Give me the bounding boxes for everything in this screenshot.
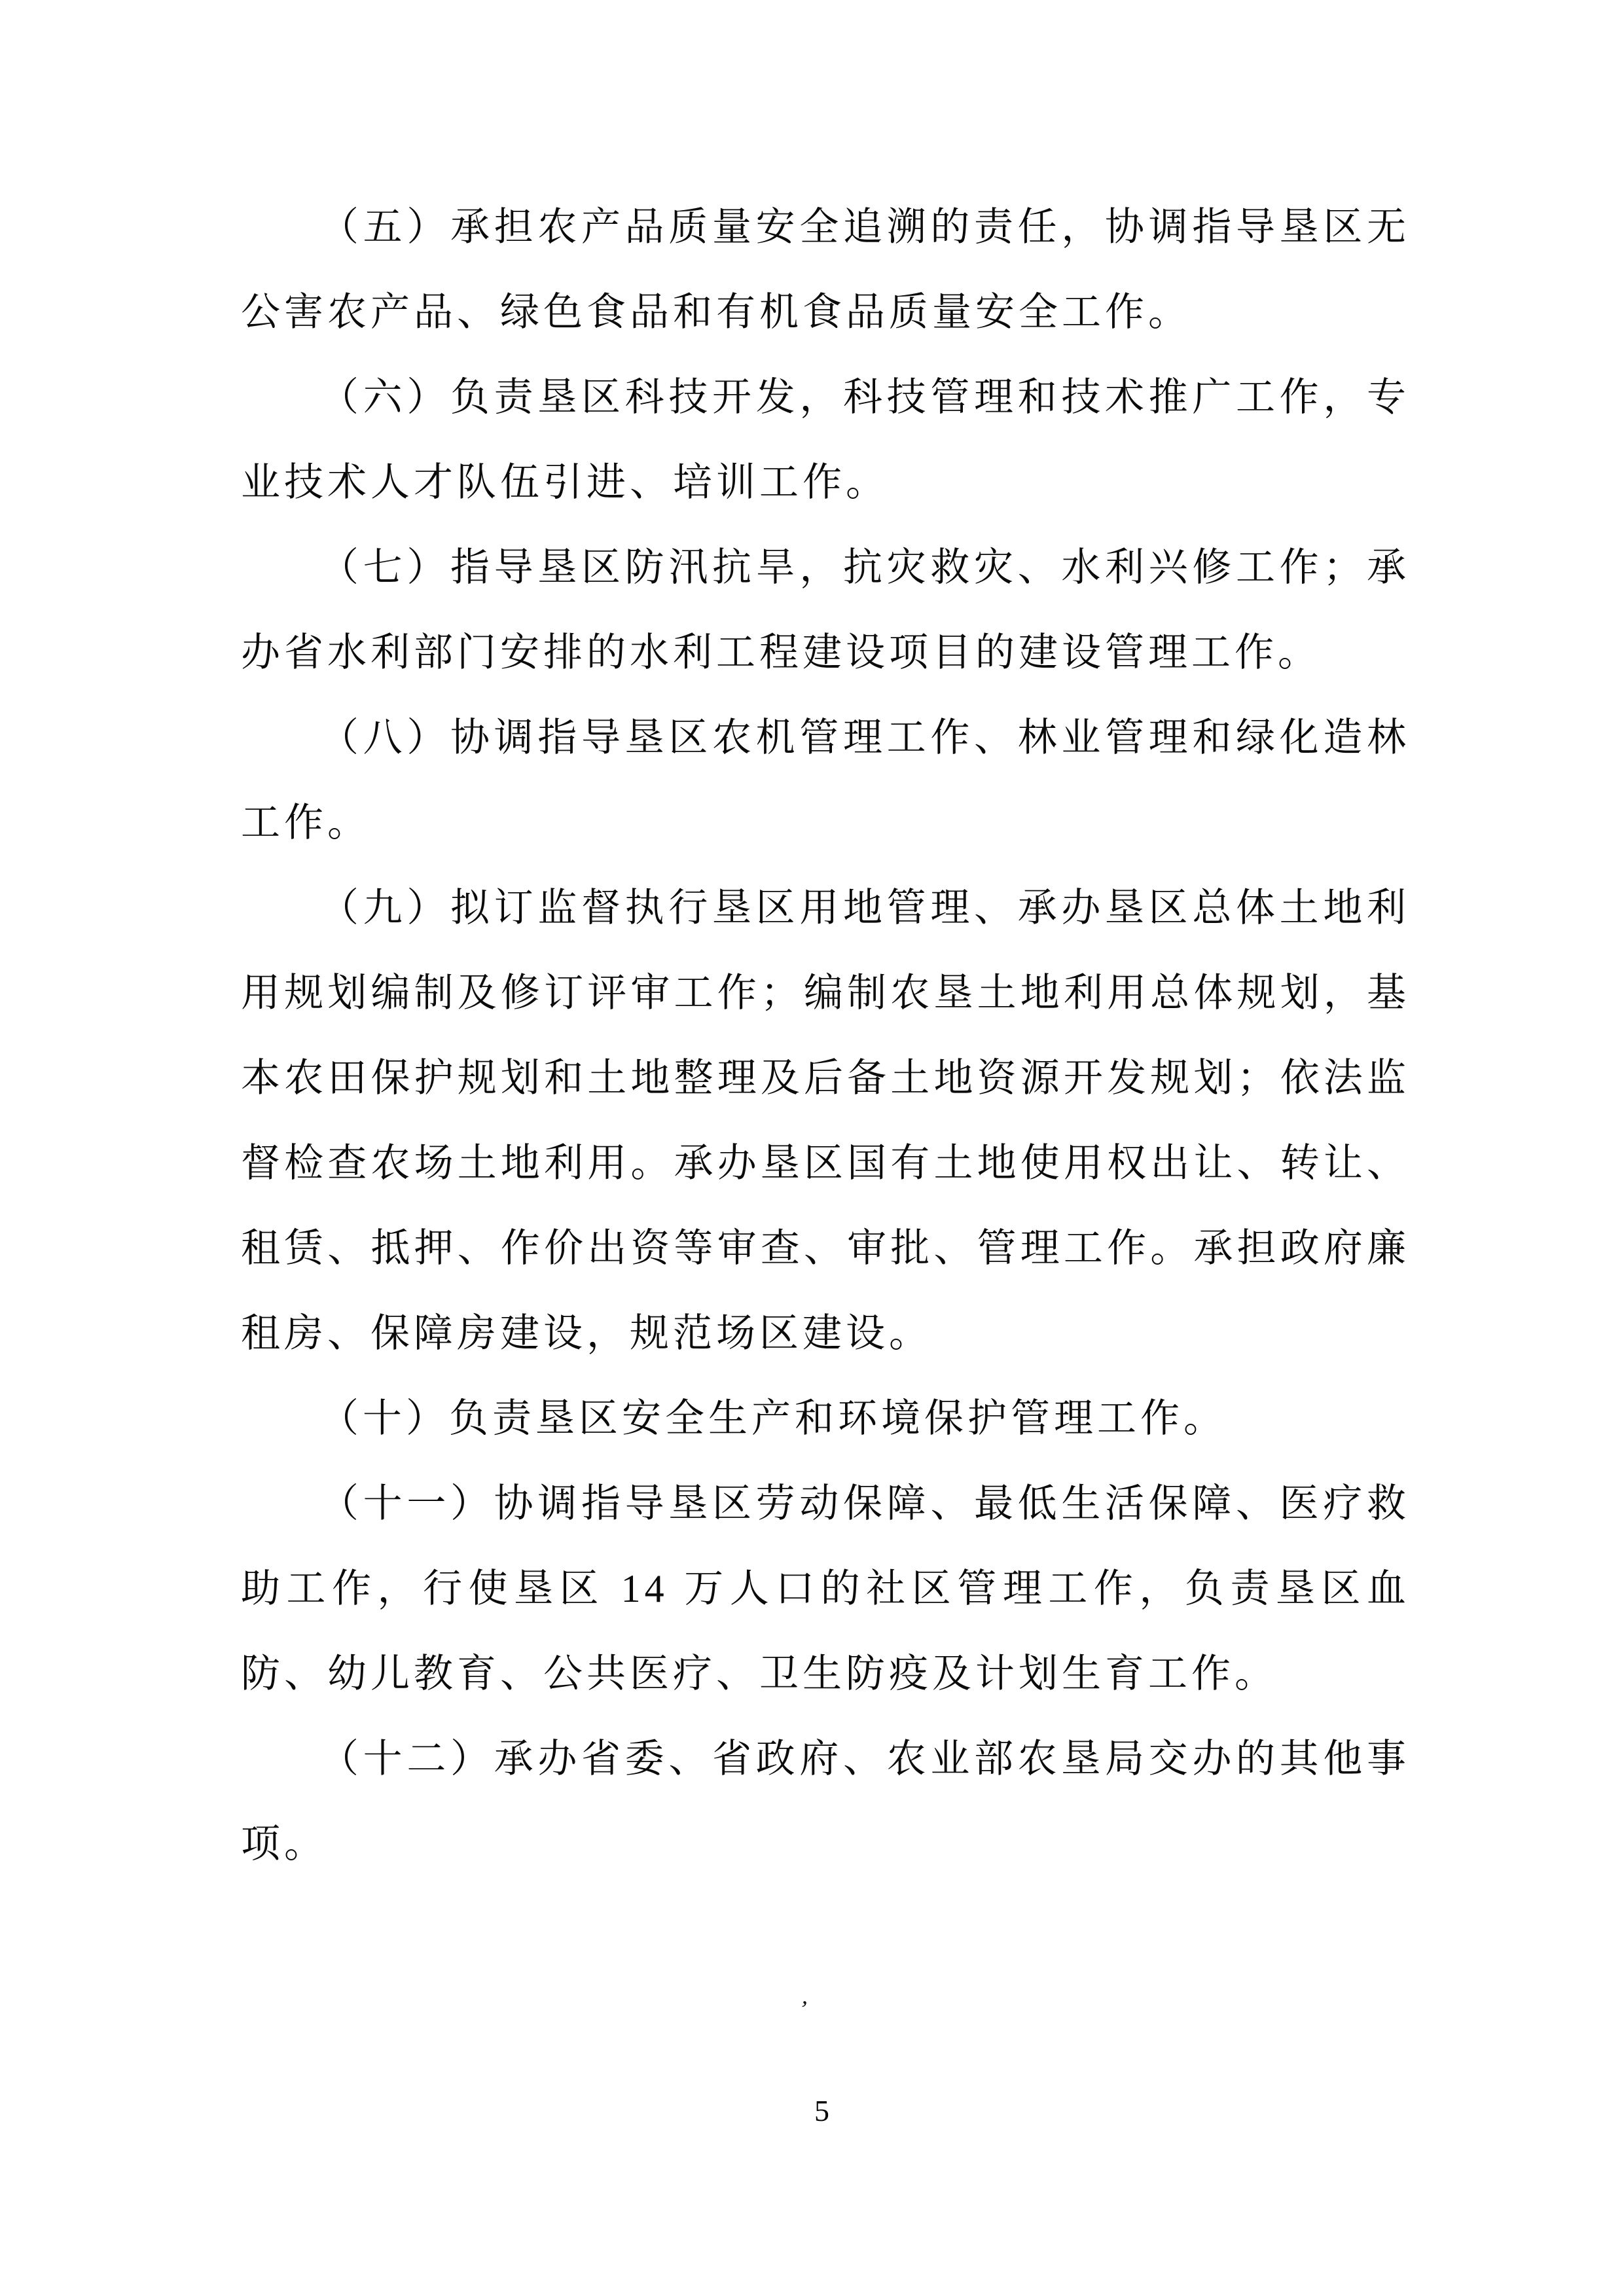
paragraph-item-12: （十二）承办省委、省政府、农业部农垦局交办的其他事项。 bbox=[241, 1737, 1410, 1866]
page-number: 5 bbox=[814, 2094, 829, 2127]
paragraph-item-5: （五）承担农产品质量安全追溯的责任，协调指导垦区无公害农产品、绿色食品和有机食品质量安全工作。 bbox=[241, 206, 1410, 334]
paragraph-item-8: （八）协调指导垦区农机管理工作、林业管理和绿化造林工作。 bbox=[241, 716, 1410, 844]
paragraph-item-11: （十一）协调指导垦区劳动保障、最低生活保障、医疗救助工作，行使垦区 14 万人口的社区管理工作，负责垦区血防、幼儿教育、公共医疗、卫生防疫及计划生育工作。 bbox=[241, 1482, 1410, 1695]
paragraph-item-10: （十）负责垦区安全生产和环境保护管理工作。 bbox=[319, 1397, 1227, 1440]
paragraph-item-6: （六）负责垦区科技开发，科技管理和技术推广工作，专业技术人才队伍引进、培训工作。 bbox=[241, 376, 1410, 504]
document-body-text bbox=[241, 185, 1410, 1887]
scan-stray-mark: ’ bbox=[798, 1995, 810, 2023]
paragraph-item-7: （七）指导垦区防汛抗旱，抗灾救灾、水利兴修工作；承办省水利部门安排的水利工程建设项目的建设管理工作。 bbox=[241, 546, 1410, 674]
paragraph-item-9: （九）拟订监督执行垦区用地管理、承办垦区总体土地利用规划编制及修订评审工作；编制农垦土地利用总体规划，基本农田保护规划和土地整理及后备土地资源开发规划；依法监督检查农场土地利用。承办垦区国有土地使用权出让、转让、租赁、抵押、作价出资等审查、审批、管理工作。承担政府廉租房、保障房建设，规范场区建设。 bbox=[241, 886, 1410, 1355]
